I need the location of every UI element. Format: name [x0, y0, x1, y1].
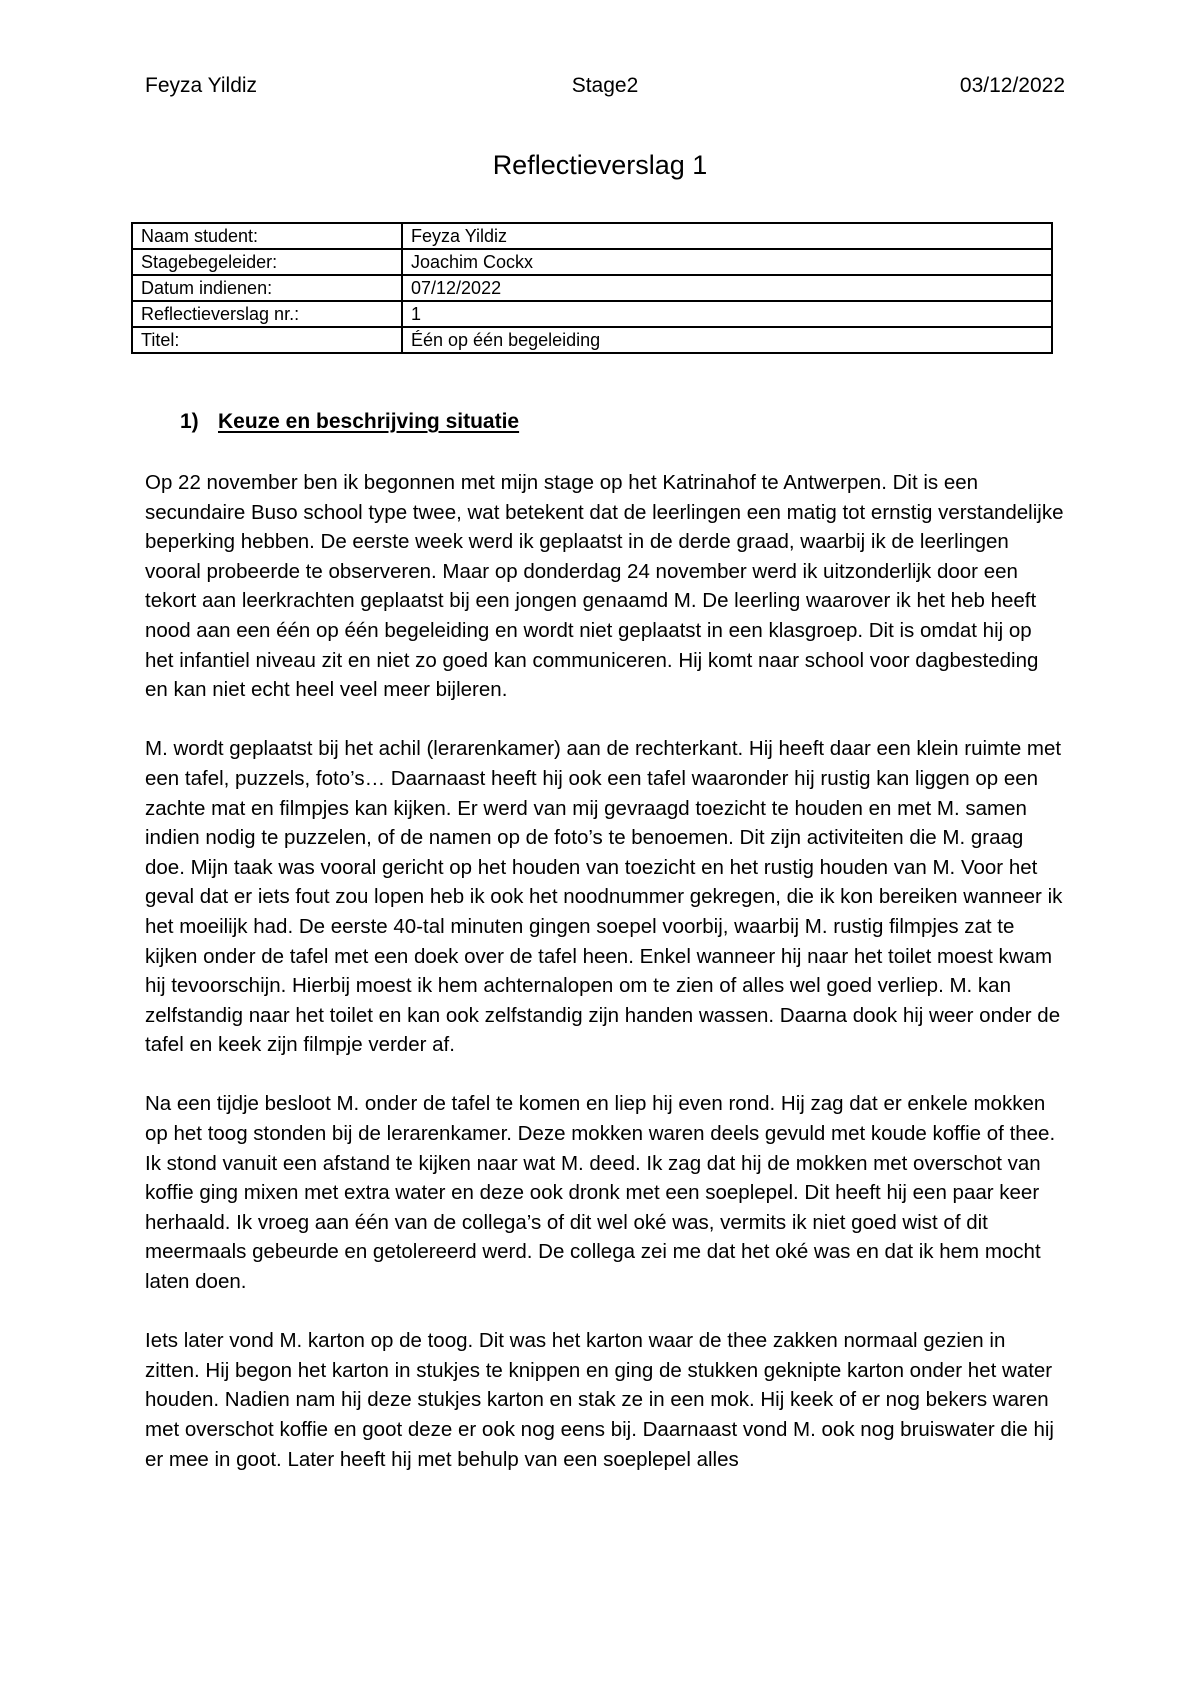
table-value: Joachim Cockx [402, 249, 1052, 275]
section-number: 1) [180, 410, 199, 433]
header-date: 03/12/2022 [959, 74, 1065, 97]
document-title: Reflectieverslag 1 [492, 150, 708, 180]
paragraph: Na een tijdje besloot M. onder de tafel te komen en liep hij even rond. Hij zag dat er enkele mokken op het toog stonden bij de lerarenkamer. Deze mokken waren deels gevuld met koude koffie of thee. Ik stond vanuit een afstand te kijken naar wat M. deed. Ik zag dat hij de mokken met overschot van koffie ging mixen met extra water en deze ook dronk met een soeplepel. Dit heeft hij een paar keer herhaald. Ik vroeg aan één van de collega’s of dit wel oké was, vermits ik niet goed wist of dit meermaals gebeurde en getolereerd werd. De collega zei me dat het oké was en dat ik hem mocht laten doen. [145, 1092, 1056, 1294]
page-header [145, 74, 1065, 104]
table-row [132, 327, 1052, 353]
section-heading [180, 410, 519, 434]
table-value: Feyza Yildiz [402, 223, 1052, 249]
table-row [132, 223, 1052, 249]
paragraph: M. wordt geplaatst bij het achil (lerarenkamer) aan de rechterkant. Hij heeft daar een klein ruimte met een tafel, puzzels, foto’s… Daarnaast heeft hij ook een tafel waaronder hij rustig kan liggen op een zachte mat en filmpjes kan kijken. Er werd van mij gevraagd toezicht te houden en met M. samen indien nodig te puzzelen, of de namen op de foto’s te benoemen. Dit zijn activiteiten die M. graag doe. Mijn taak was vooral gericht op het houden van toezicht en het rustig houden van M. Voor het geval dat er iets fout zou lopen heb ik ook het noodnummer gekregen, die ik kon bereiken wanneer ik het moeilijk had. De eerste 40-tal minuten gingen soepel voorbij, waarbij M. rustig filmpjes zat te kijken onder de tafel met een doek over de tafel heen. Enkel wanneer hij naar het toilet moest kwam hij tevoorschijn. Hierbij moest ik hem achternalopen om te zien of alles wel goed verliep. M. kan zelfstandig naar het toilet en kan ook zelfstandig zijn handen wassen. Daarna dook hij weer onder de tafel en keek zijn filmpje verder af. [145, 737, 1063, 1057]
table-label: Reflectieverslag nr.: [132, 301, 402, 327]
table-row [132, 275, 1052, 301]
table-value: 1 [402, 301, 1052, 327]
table-row [132, 249, 1052, 275]
table-value: 07/12/2022 [402, 275, 1052, 301]
info-table [131, 222, 1053, 354]
table-value: Één op één begeleiding [402, 327, 1052, 353]
header-course: Stage2 [571, 74, 639, 97]
section-title: Keuze en beschrijving situatie [218, 410, 520, 433]
paragraph: Op 22 november ben ik begonnen met mijn stage op het Katrinahof te Antwerpen. Dit is een secundaire Buso school type twee, wat betekent dat de leerlingen een matig tot ernstig verstandelijke beperking hebben. De eerste week werd ik geplaatst in de derde graad, waarbij ik de leerlingen vooral probeerde te observeren. Maar op donderdag 24 november werd ik uitzonderlijk door een tekort aan leerkrachten geplaatst bij een jongen genaamd M. De leerling waarover ik het heb heeft nood aan een één op één begeleiding en wordt niet geplaatst in een klasgroep. Dit is omdat hij op het infantiel niveau zit en niet zo goed kan communiceren. Hij komt naar school voor dagbesteding en kan niet echt heel veel meer bijleren. [145, 471, 1064, 702]
table-label: Stagebegeleider: [132, 249, 402, 275]
paragraph: Iets later vond M. karton op de toog. Dit was het karton waar de thee zakken normaal gezien in zitten. Hij begon het karton in stukjes te knippen en ging de stukken geknipte karton onder het water houden. Nadien nam hij deze stukjes karton en stak ze in een mok. Hij keek of er nog bekers waren met overschot koffie en goot deze er ook nog eens bij. Daarnaast vond M. ook nog bruiswater die hij er mee in goot. Later heeft hij met behulp van een soeplepel alles [145, 1329, 1054, 1471]
table-label: Datum indienen: [132, 275, 402, 301]
table-row [132, 301, 1052, 327]
body-text [145, 468, 1065, 1504]
table-label: Naam student: [132, 223, 402, 249]
header-author: Feyza Yildiz [145, 74, 258, 97]
table-label: Titel: [132, 327, 402, 353]
